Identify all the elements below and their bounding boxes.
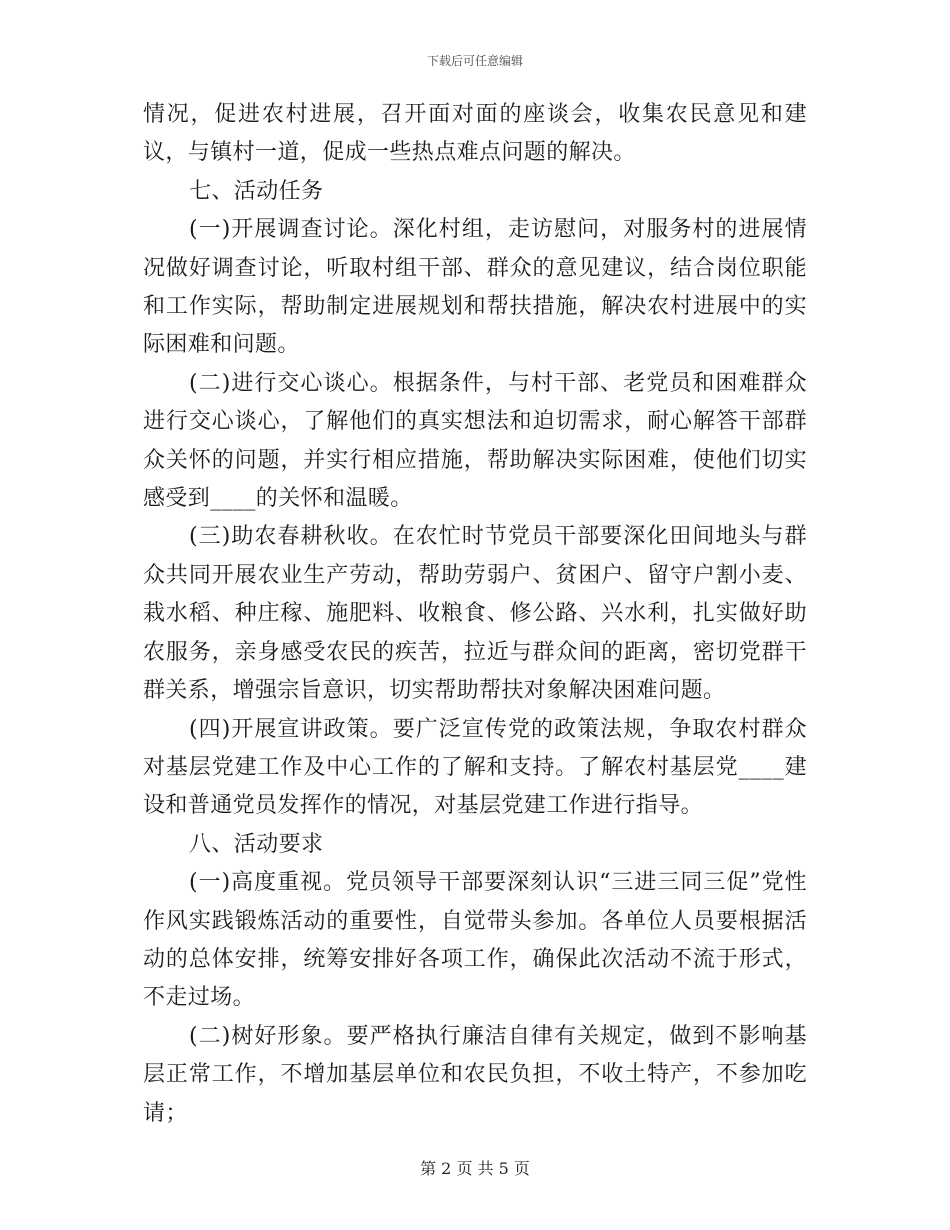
paragraph-policy-promotion: (四)开展宣讲政策。要广泛宣传党的政策法规，争取农村群众对基层党建工作及中心工作的了解和支持。了解农村基层党____建设和普通党员发挥作的情况，对基层党建工作进行指导。 — [143, 716, 807, 819]
page-indicator: 第 2 页 共 5 页 — [420, 1159, 530, 1178]
paragraph-heart-talk: (二)进行交心谈心。根据条件，与村干部、老党员和困难群众进行交心谈心，了解他们的真实想法和迫切需求，耐心解答干部群众关怀的问题，并实行相应措施，帮助解决实际困难，使他们切实感受到____的关怀和温暖。 — [143, 370, 807, 512]
document-body — [143, 96, 807, 1133]
paragraph-farming-help: (三)助农春耕秋收。在农忙时节党员干部要深化田间地头与群众共同开展农业生产劳动，帮助劳弱户、贫困户、留守户割小麦、栽水稻、种庄稼、施肥料、收粮食、修公路、兴水利，扎实做好助农服务，亲身感受农民的疾苦，拉近与群众间的距离，密切党群干群关系，增强宗旨意识，切实帮助帮扶对象解决困难问题。 — [143, 524, 807, 704]
section-heading-7: 七、活动任务 — [189, 178, 324, 204]
paragraph-continuation: 情况，促进农村进展，召开面对面的座谈会，收集农民意见和建议，与镇村一道，促成一些热点难点问题的解决。 — [143, 102, 807, 166]
section-heading-8: 八、活动要求 — [189, 831, 324, 857]
header-note: 下载后可任意编辑 — [426, 54, 523, 68]
paragraph-research: (一)开展调查讨论。深化村组，走访慰问，对服务村的进展情况做好调查讨论，听取村组干部、群众的意见建议，结合岗位职能和工作实际，帮助制定进展规划和帮扶措施，解决农村进展中的实际困难和问题。 — [143, 217, 807, 358]
paragraph-image: (二)树好形象。要严格执行廉洁自律有关规定，做到不影响基层正常工作，不增加基层单位和农民负担，不收土特产，不参加吃请； — [143, 1023, 807, 1126]
paragraph-attention: (一)高度重视。党员领导干部要深刻认识“三进三同三促”党性作风实践锻炼活动的重要性，自觉带头参加。各单位人员要根据活动的总体安排，统筹安排好各项工作，确保此次活动不流于形式，不走过场。 — [143, 870, 807, 1011]
